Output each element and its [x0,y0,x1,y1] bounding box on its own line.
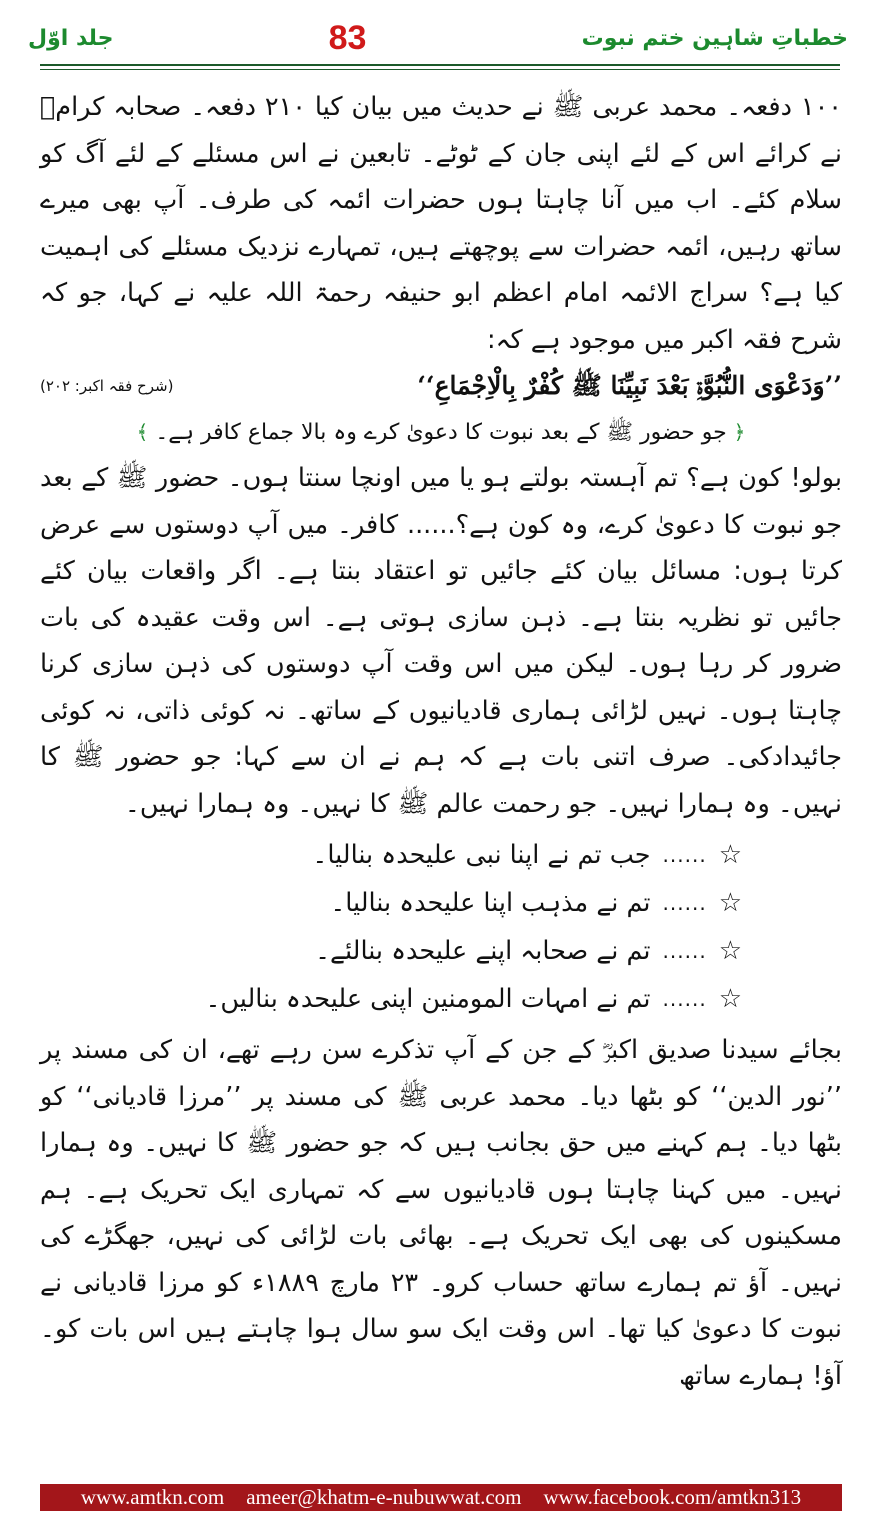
verse-text: تم نے صحابہ اپنے علیحدہ بنالئے۔ [315,935,651,966]
verse-dots: ...... [662,842,707,867]
page-number: 83 [328,18,367,57]
arabic-quote [40,363,842,409]
star-icon: ☆ [718,887,742,918]
page-footer [40,1484,842,1511]
facebook-link[interactable]: www.facebook.com/amtkn313 [543,1485,802,1509]
header-rule-thin [40,69,840,70]
verse-list [40,831,842,1023]
list-item [40,879,742,927]
list-item [40,927,742,975]
translation-text: جو حضور ﷺ کے بعد نبوت کا دعویٰ کرے وہ بالا جماع کافر ہے۔ [155,420,727,445]
paragraph-2: بولو! کون ہے؟ تم آہستہ بولتے ہو یا میں اونچا سنتا ہوں۔ حضور ﷺ کے بعد جو نبوت کا دعویٰ کرے، وہ کون ہے؟...... کافر۔ میں آپ دوستوں سے عرض کرتا ہوں: مسائل بیان کئے جائیں تو اعتقاد بنتا ہے۔ اگر واقعات بیان کئے جائیں تو نظریہ بنتا ہے۔ ذہن سازی ہوتی ہے۔ اس وقت عقیدہ کی بات ضرور کر رہا ہوں۔ لیکن میں اس وقت آپ دوستوں کی ذہن سازی کرنا چاہتا ہوں۔ نہیں لڑائی ہماری قادیانیوں کے ساتھ۔ نہ کوئی ذاتی، نہ کوئی جائیدادکی۔ صرف اتنی بات ہے کہ ہم نے ان سے کہا: جو حضور ﷺ کا نہیں۔ وہ ہمارا نہیں۔ جو رحمت عالم ﷺ کا نہیں۔ وہ ہمارا نہیں۔ [40,463,842,819]
star-icon: ☆ [718,839,742,870]
verse-text: تم نے امہات المومنین اپنی علیحدہ بنالیں۔ [205,983,651,1014]
quote-translation [40,409,842,455]
arabic-quote-text: ’’وَدَعْوَی النُّبُوَّۃِ بَعْدَ نَبِیِّنَا ﷺ کُفْرٌ بِالْاِجْمَاعِ‘‘ [417,370,842,400]
star-icon: ☆ [718,983,742,1014]
verse-dots: ...... [662,938,707,963]
verse-dots: ...... [662,890,707,915]
paragraph-1: ۱۰۰ دفعہ۔ محمد عربی ﷺ نے حدیث میں بیان کیا ۲۱۰ دفعہ۔ صحابہ کرامؓ نے کرائے اس کے لئے اپنی جان کے ٹوٹے۔ تابعین نے اس مسئلے کے لئے آگ کو سلام کئے۔ اب میں آنا چاہتا ہوں حضرات ائمہ کی طرف۔ آپ بھی میرے ساتھ رہیں، ائمہ حضرات سے پوچھتے ہیں، تمہارے نزدیک مسئلے کی اہمیت کیا ہے؟ سراج الائمہ امام اعظم ابو حنیفہ رحمۃ اللہ علیہ نے کہا، جو کہ شرح فقہ اکبر میں موجود ہے کہ: [40,92,842,355]
page-content [40,84,842,1399]
verse-text: جب تم نے اپنا نبی علیحدہ بنالیا۔ [312,839,651,870]
website-link[interactable]: www.amtkn.com [80,1485,225,1509]
header-rule [40,64,840,66]
paragraph-3: بجائے سیدنا صدیق اکبرؓ کے جن کے آپ تذکرے سن رہے تھے، ان کی مسند پر ’’نور الدین‘‘ کو بٹھا دیا۔ محمد عربی ﷺ کی مسند پر ’’مرزا قادیانی‘‘ کو بٹھا دیا۔ ہم کہنے میں حق بجانب ہیں کہ جو حضور ﷺ کا نہیں۔ وہ ہمارا نہیں۔ میں کہنا چاہتا ہوں قادیانیوں سے کہ تمہاری ایک تحریک ہے۔ ہم مسکینوں کی بھی ایک تحریک ہے۔ بھائی بات لڑائی کی نہیں، جھگڑے کی نہیں۔ آؤ تم ہمارے ساتھ حساب کرو۔ ۲۳ مارچ ۱۸۸۹ء کو مرزا قادیانی نے نبوت کا دعویٰ کیا تھا۔ اس وقت ایک سو سال ہوا چاہتے ہیں اس بات کو۔ آؤ! ہمارے ساتھ [40,1035,842,1391]
quote-reference: (شرح فقہ اکبر: ۲۰۲) [40,376,174,395]
volume-label: جلد اوّل [28,25,114,51]
ornament-close-icon: ﴾ [136,420,149,444]
star-icon: ☆ [718,935,742,966]
list-item [40,831,742,879]
email-link[interactable]: ameer@khatm-e-nubuwwat.com [246,1485,522,1509]
book-title: خطباتِ شاہین ختم نبوت [581,25,848,51]
list-item [40,975,742,1023]
verse-text: تم نے مذہب اپنا علیحدہ بنالیا۔ [330,887,651,918]
verse-dots: ...... [662,986,707,1011]
page-header [28,14,848,62]
ornament-open-icon: ﴿ [733,420,746,444]
